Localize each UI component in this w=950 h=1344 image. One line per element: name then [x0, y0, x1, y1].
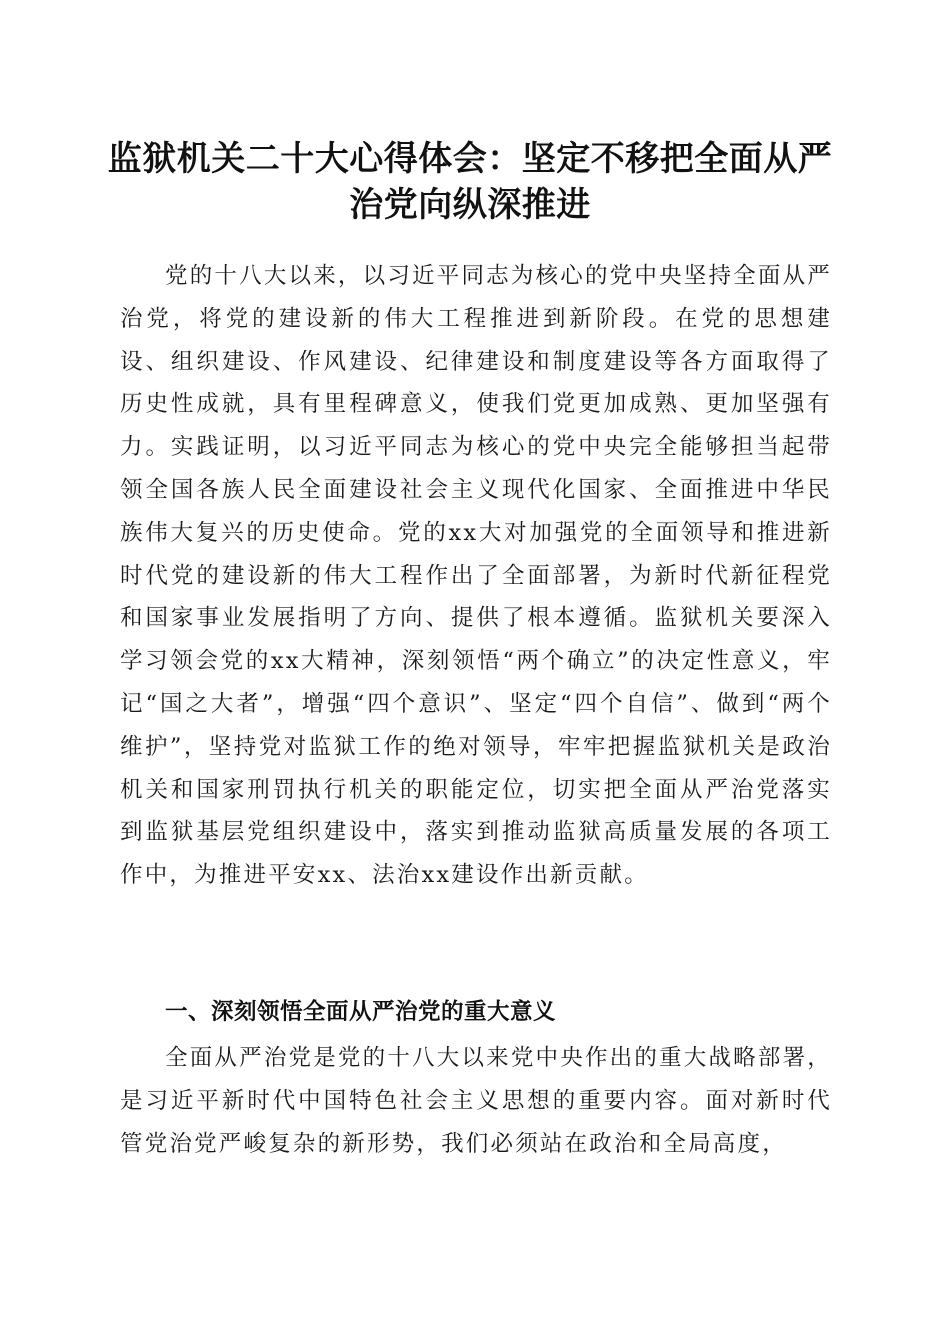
document-title: 监狱机关二十大心得体会：坚定不移把全面从严治党向纵深推进	[107, 139, 833, 225]
section-heading: 一、深刻领悟全面从严治党的重大意义	[165, 999, 557, 1025]
body-paragraph: 全面从严治党是党的十八大以来党中央作出的重大战略部署，是习近平新时代中国特色社会主义思想的重要内容。面对新时代管党治党严峻复杂的新形势，我们必须站在政治和全局高度，	[120, 1045, 832, 1157]
body-paragraph: 党的十八大以来，以习近平同志为核心的党中央坚持全面从严治党，将党的建设新的伟大工程推进到新阶段。在党的思想建设、组织建设、作风建设、纪律建设和制度建设等各方面取得了历史性成就，具有里程碑意义，使我们党更加成熟、更加坚强有力。实践证明，以习近平同志为核心的党中央完全能够担当起带领全国各族人民全面建设社会主义现代化国家、全面推进中华民族伟大复兴的历史使命。党的xx大对加强党的全面领导和推进新时代党的建设新的伟大工程作出了全面部署，为新时代新征程党和国家事业发展指明了方向、提供了根本遵循。监狱机关要深入学习领会党的xx大精神，深刻领悟“两个确立”的决定性意义，牢记“国之大者”，增强“四个意识”、坚定“四个自信”、做到“两个维护”，坚持党对监狱工作的绝对领导，牢牢把握监狱机关是政治机关和国家刑罚执行机关的职能定位，切实把全面从严治党落实到监狱基层党组织建设中，落实到推动监狱高质量发展的各项工作中，为推进平安xx、法治xx建设作出新贡献。	[120, 263, 832, 889]
